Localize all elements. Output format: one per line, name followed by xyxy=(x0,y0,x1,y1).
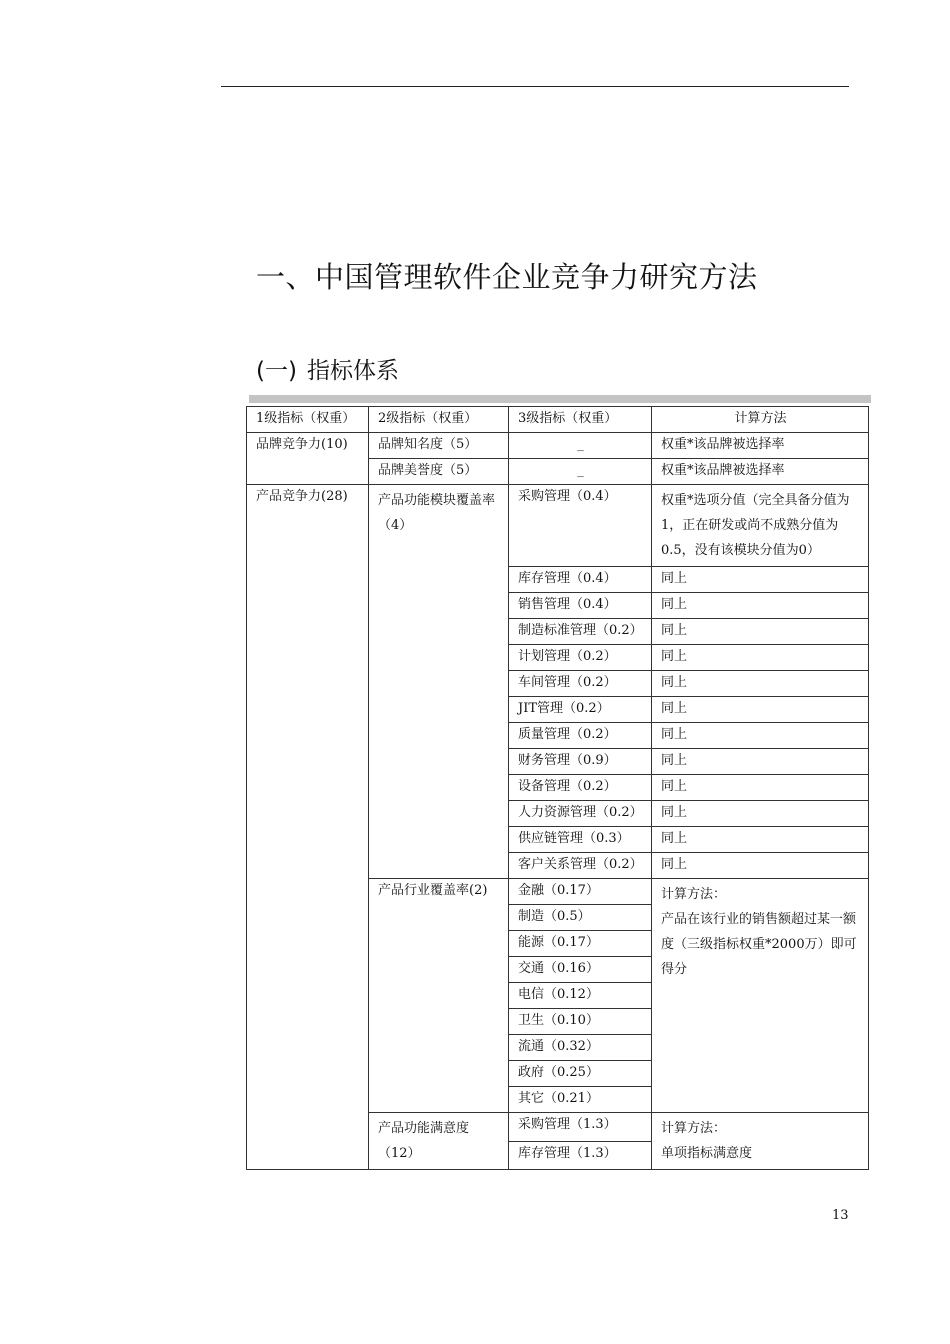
method-cell: 同上 xyxy=(652,775,869,801)
satisfaction-l2-cell: 产品功能满意度（12） xyxy=(369,1113,509,1170)
subsection-number: (一) xyxy=(256,358,297,384)
l3-cell: 制造标准管理（0.2） xyxy=(509,619,652,645)
l2-cell: 品牌美誉度（5） xyxy=(369,459,509,485)
l3-cell: 人力资源管理（0.2） xyxy=(509,801,652,827)
l3-cell: 供应链管理（0.3） xyxy=(509,827,652,853)
l3-cell: 质量管理（0.2） xyxy=(509,723,652,749)
l3-cell: 车间管理（0.2） xyxy=(509,671,652,697)
method-cell: 同上 xyxy=(652,593,869,619)
l3-cell: 客户关系管理（0.2） xyxy=(509,853,652,879)
table-top-bar xyxy=(249,395,871,403)
brand-l1-cell: 品牌竞争力(10) xyxy=(247,433,369,485)
l3-cell: 采购管理（0.4） xyxy=(509,485,652,567)
l3-cell: JIT管理（0.2） xyxy=(509,697,652,723)
method-cell: 同上 xyxy=(652,723,869,749)
method-title: 计算方法： xyxy=(661,887,727,902)
table-row xyxy=(247,485,869,567)
module-coverage-l2-cell: 产品功能模块覆盖率（4） xyxy=(369,485,509,879)
method-cell: 权重*选项分值（完全具备分值为1，正在研发或尚不成熟分值为0.5，没有该模块分值为0） xyxy=(652,485,869,567)
l3-cell: 制造（0.5） xyxy=(509,905,652,931)
l2-cell: 品牌知名度（5） xyxy=(369,433,509,459)
header-cell-l2: 2级指标（权重） xyxy=(369,407,509,433)
l3-cell: 电信（0.12） xyxy=(509,983,652,1009)
method-cell: 同上 xyxy=(652,645,869,671)
header-cell-method: 计算方法 xyxy=(652,407,869,433)
industry-method-cell xyxy=(652,879,869,1113)
header-cell-l3: 3级指标（权重） xyxy=(509,407,652,433)
industry-coverage-l2-cell: 产品行业覆盖率(2) xyxy=(369,879,509,1113)
method-cell: 同上 xyxy=(652,827,869,853)
method-cell: 同上 xyxy=(652,853,869,879)
l3-cell: 能源（0.17） xyxy=(509,931,652,957)
l3-cell: 其它（0.21） xyxy=(509,1087,652,1113)
table-row xyxy=(247,433,869,459)
method-cell: 同上 xyxy=(652,801,869,827)
indicator-table xyxy=(246,406,869,1170)
product-l1-cell: 产品竞争力(28) xyxy=(247,485,369,1170)
method-cell: 同上 xyxy=(652,749,869,775)
l3-cell: 金融（0.17） xyxy=(509,879,652,905)
method-cell: 同上 xyxy=(652,671,869,697)
header-cell-l1: 1级指标（权重） xyxy=(247,407,369,433)
method-cell: 同上 xyxy=(652,697,869,723)
method-cell: 同上 xyxy=(652,619,869,645)
l3-cell: 设备管理（0.2） xyxy=(509,775,652,801)
satisfaction-method-cell xyxy=(652,1113,869,1170)
method-body: 单项指标满意度 xyxy=(661,1146,753,1161)
header-rule xyxy=(221,86,849,87)
l3-cell: 库存管理（0.4） xyxy=(509,567,652,593)
subsection-heading xyxy=(256,352,399,385)
method-title: 计算方法： xyxy=(661,1121,727,1136)
section-heading: 一、中国管理软件企业竞争力研究方法 xyxy=(256,260,758,294)
method-cell: 权重*该品牌被选择率 xyxy=(652,433,869,459)
table-header-row xyxy=(247,407,869,433)
l3-cell: 计划管理（0.2） xyxy=(509,645,652,671)
subsection-title: 指标体系 xyxy=(306,358,399,384)
l3-cell: 流通（0.32） xyxy=(509,1035,652,1061)
l3-cell: 交通（0.16） xyxy=(509,957,652,983)
method-body: 产品在该行业的销售额超过某一额度（三级指标权重*2000万）即可得分 xyxy=(661,912,857,977)
l3-cell: 政府（0.25） xyxy=(509,1061,652,1087)
l3-cell: 财务管理（0.9） xyxy=(509,749,652,775)
page-number: 13 xyxy=(832,1208,849,1223)
l3-cell: _ xyxy=(509,459,652,485)
l3-cell: _ xyxy=(509,433,652,459)
method-cell: 权重*该品牌被选择率 xyxy=(652,459,869,485)
l3-cell: 库存管理（1.3） xyxy=(509,1141,652,1170)
l3-cell: 采购管理（1.3） xyxy=(509,1113,652,1142)
l3-cell: 销售管理（0.4） xyxy=(509,593,652,619)
method-cell: 同上 xyxy=(652,567,869,593)
l3-cell: 卫生（0.10） xyxy=(509,1009,652,1035)
